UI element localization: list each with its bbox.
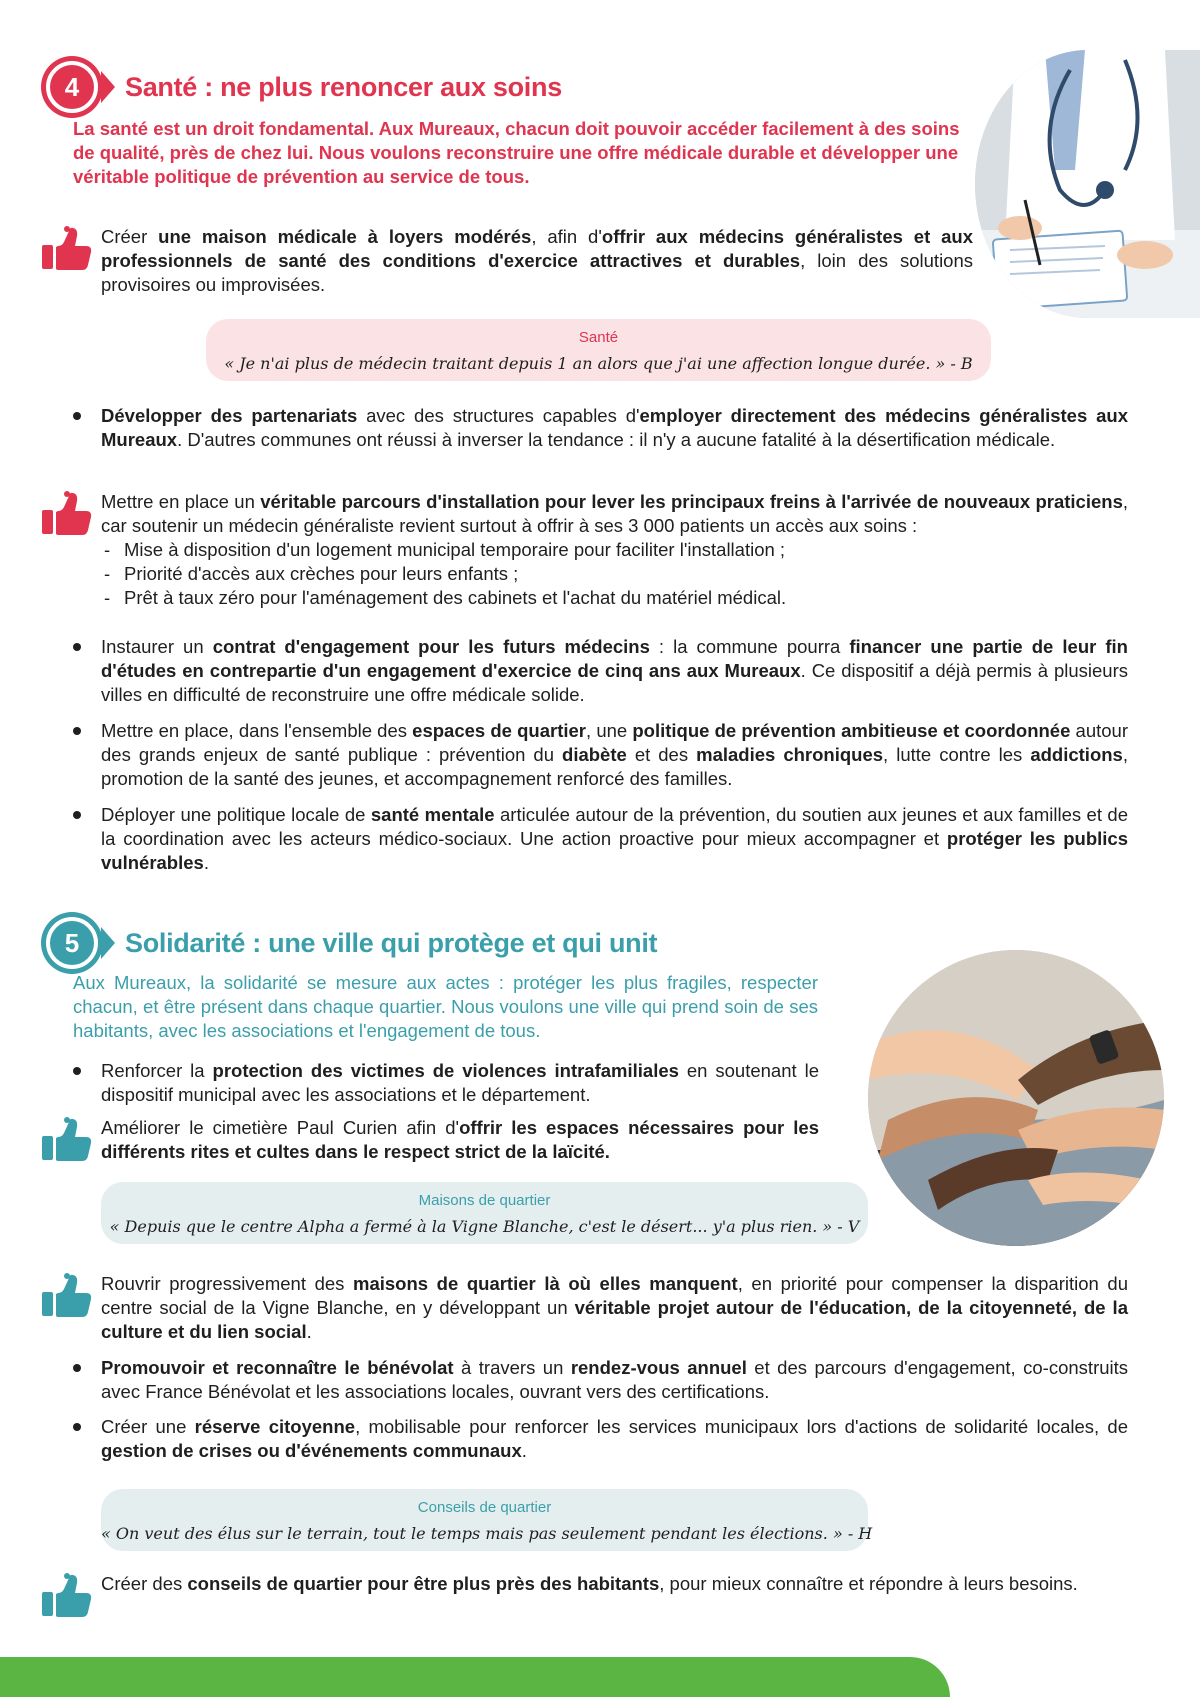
section-4-item-6: Déployer une politique locale de santé mentale articulée autour de la prévention, du soutien aux jeunes et aux familles et de la coordination avec les acteurs médico-sociaux. Une action proactive pour mieux accompagner et protéger les publics vulnérables. — [101, 804, 1129, 873]
section-4-number: 4 — [46, 61, 98, 113]
section-5-item-2: Améliorer le cimetière Paul Curien afin d'offrir les espaces nécessaires pour les différents rites et cultes dans le respect strict de la laïcité. — [101, 1117, 819, 1162]
quote-box-maisons-de-quartier — [101, 1182, 868, 1244]
quote-label: Maisons de quartier — [418, 1192, 551, 1209]
thumbs-up-icon — [42, 1116, 92, 1162]
section-5-item-3: Rouvrir progressivement des maisons de quartier là où elles manquent, en priorité pour compenser la disparition du centre social de la Vigne Blanche, en y développant un véritable projet autour de l'éducation, de la citoyenneté, de la culture et du lien social. — [101, 1273, 1128, 1342]
section-4-item-4: Instaurer un contrat d'engagement pour les futurs médecins : la commune pourra financer une partie de leur fin d'études en contrepartie d'un engagement d'exercice de cinq ans aux Mureaux. Ce dispositif a déjà permis à plusieurs villes en difficulté de reconstruire une offre médicale solide. — [101, 636, 1128, 705]
section-4-title: Santé : ne plus renoncer aux soins — [125, 72, 562, 102]
bullet-dot — [73, 1067, 81, 1075]
sub-item: - Mise à disposition d'un logement municipal temporaire pour faciliter l'installation ; — [104, 539, 786, 560]
section-4-intro: La santé est un droit fondamental. Aux Mureaux, chacun doit pouvoir accéder facilement à des soins de qualité, près de chez lui. Nous voulons reconstruire une offre médicale durable et développer une véritable politique de prévention au service de tous. — [73, 118, 960, 187]
bullet-dot — [73, 727, 81, 735]
doctor-photo-illustration — [975, 50, 1200, 318]
sub-item: - Prêt à taux zéro pour l'aménagement des cabinets et l'achat du matériel médical. — [104, 587, 787, 608]
section-5-item-6: Créer des conseils de quartier pour être plus près des habitants, pour mieux connaître et répondre à leurs besoins. — [101, 1573, 1078, 1594]
quote-text: « Je n'ai plus de médecin traitant depuis 1 an alors que j'ai une affection longue durée. » - B — [224, 354, 973, 373]
section-4-item-1: Créer une maison médicale à loyers modérés, afin d'offrir aux médecins généralistes et aux professionnels de santé des conditions d'exercice attractives et durables, loin des solutions provisoires ou improvisées. — [101, 226, 974, 295]
stacked-hands-illustration — [868, 950, 1164, 1246]
section-5-title: Solidarité : une ville qui protège et qui unit — [125, 928, 658, 958]
section-5-item-5: Créer une réserve citoyenne, mobilisable pour renforcer les services municipaux lors d'actions de solidarité locales, de gestion de crises ou d'événements communaux. — [101, 1416, 1129, 1461]
quote-box-conseils-de-quartier — [101, 1489, 873, 1551]
quote-text: « On veut des élus sur le terrain, tout le temps mais pas seulement pendant les élections. » - H — [101, 1524, 873, 1543]
section-5-intro: Aux Mureaux, la solidarité se mesure aux actes : protéger les plus fragiles, respecter chacun, et être présent dans chaque quartier. Nous voulons une ville qui prend soin de ses habitants, avec les associations et l'engagement de tous. — [73, 972, 818, 1041]
bullet-dot — [73, 412, 81, 420]
quote-label: Santé — [578, 329, 619, 346]
section-5-number: 5 — [46, 917, 98, 969]
thumbs-up-icon — [42, 225, 92, 271]
bullet-dot — [73, 1423, 81, 1431]
quote-text: « Depuis que le centre Alpha a fermé à la Vigne Blanche, c'est le désert... y'a plus rien. » - V — [109, 1217, 860, 1236]
section-5-arrow-icon — [101, 927, 115, 959]
footer-bar — [0, 1657, 950, 1697]
section-4-item-5: Mettre en place, dans l'ensemble des espaces de quartier, une politique de prévention ambitieuse et coordonnée autour des grands enjeux de santé publique : prévention du diabète et des maladies chroniques, lutte contre les addictions, promotion de la santé des jeunes, et accompagnement renforcé des familles. — [101, 720, 1128, 789]
bullet-dot — [73, 811, 81, 819]
thumbs-up-icon — [42, 1272, 92, 1318]
sub-item: - Priorité d'accès aux crèches pour leurs enfants ; — [104, 563, 519, 584]
section-5-item-1: Renforcer la protection des victimes de violences intrafamiliales en soutenant le dispositif municipal avec les associations et le département. — [101, 1060, 819, 1105]
section-4-item-2: Développer des partenariats avec des structures capables d'employer directement des médecins généralistes aux Mureaux. D'autres communes ont réussi à inverser la tendance : il n'y a aucune fatalité à la désertification médicale. — [101, 405, 1128, 450]
section-4-item-3: Mettre en place un véritable parcours d'installation pour lever les principaux freins à l'arrivée de nouveaux praticiens, car soutenir un médecin généraliste revient surtout à offrir à ses 3 000 patients un accès aux soins : — [101, 491, 1128, 536]
section-4-arrow-icon — [101, 71, 115, 103]
thumbs-up-icon — [42, 1572, 92, 1618]
quote-box-sante — [206, 319, 991, 381]
thumbs-up-icon — [42, 490, 92, 536]
stacked-hands-photo — [868, 950, 1164, 1246]
doctor-photo — [975, 50, 1200, 318]
bullet-dot — [73, 1364, 81, 1372]
bullet-dot — [73, 643, 81, 651]
section-5-item-4: Promouvoir et reconnaître le bénévolat à travers un rendez-vous annuel et des parcours d'engagement, co-construits avec France Bénévolat et les associations locales, ouvrant vers des certifications. — [101, 1357, 1129, 1402]
quote-label: Conseils de quartier — [417, 1499, 552, 1516]
